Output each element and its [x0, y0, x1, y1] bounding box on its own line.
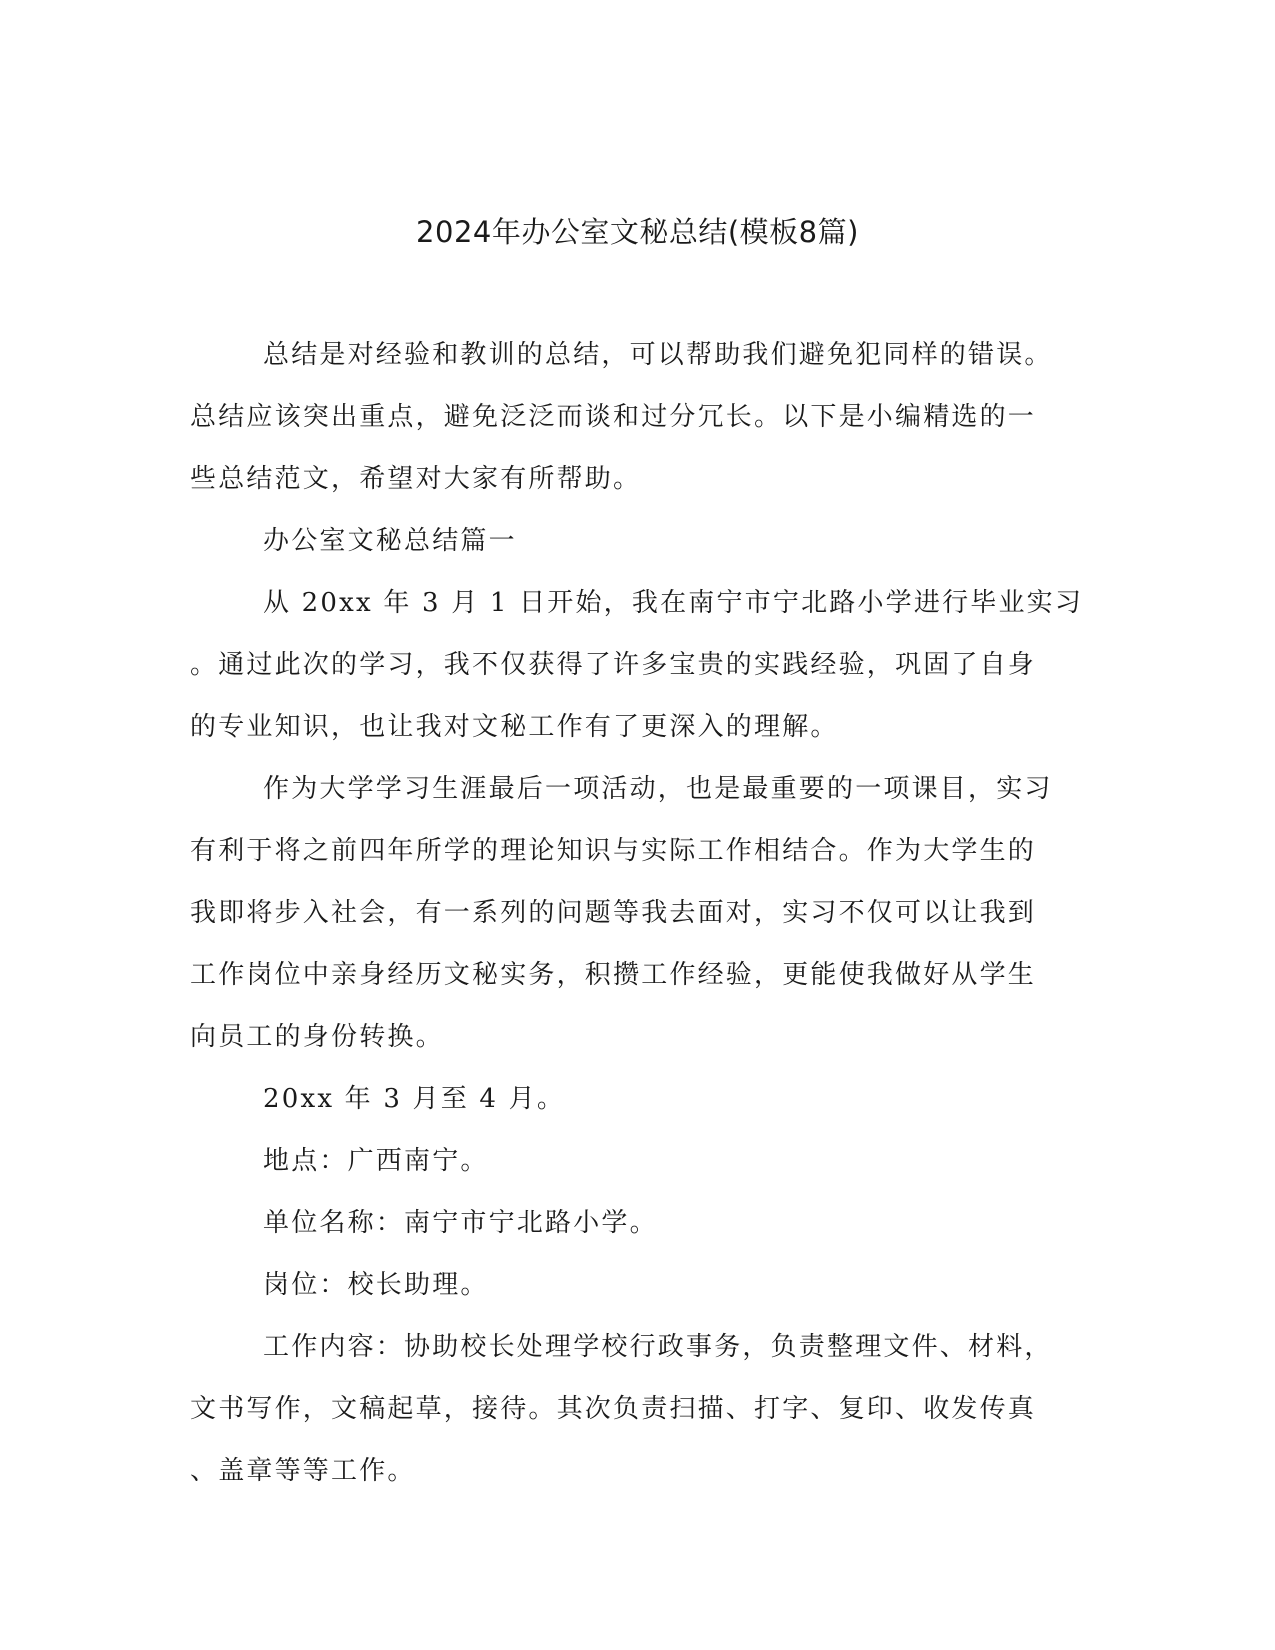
document-body [190, 324, 1084, 1502]
paragraph-line: 的专业知识，也让我对文秘工作有了更深入的理解。 [190, 712, 839, 742]
paragraph-line: 文书写作，文稿起草，接待。其次负责扫描、打字、复印、收发传真 [190, 1394, 1037, 1424]
paragraph-line: 我即将步入社会，有一系列的问题等我去面对，实习不仅可以让我到 [190, 898, 1037, 928]
info-line-location: 地点：广西南宁。 [263, 1146, 489, 1176]
info-line-date: 20xx 年 3 月至 4 月。 [263, 1084, 566, 1114]
paragraph-line: 总结应该突出重点，避免泛泛而谈和过分冗长。以下是小编精选的一 [190, 402, 1037, 432]
paragraph-line: 工作岗位中亲身经历文秘实务，积攒工作经验，更能使我做好从学生 [190, 960, 1037, 990]
section-heading: 办公室文秘总结篇一 [263, 526, 517, 556]
paragraph-line: 作为大学学习生涯最后一项活动，也是最重要的一项课目，实习 [263, 774, 1053, 804]
paragraph-line: 有利于将之前四年所学的理论知识与实际工作相结合。作为大学生的 [190, 836, 1037, 866]
paragraph-line: 工作内容：协助校长处理学校行政事务，负责整理文件、材料， [263, 1332, 1053, 1362]
document-title: 2024年办公室文秘总结(模板8篇) [416, 215, 859, 249]
info-line-unit: 单位名称：南宁市宁北路小学。 [263, 1208, 658, 1238]
paragraph-line: 、盖章等等工作。 [190, 1456, 416, 1486]
info-line-position: 岗位：校长助理。 [263, 1270, 489, 1300]
paragraph-line: 。通过此次的学习，我不仅获得了许多宝贵的实践经验，巩固了自身 [190, 650, 1037, 680]
paragraph-line: 些总结范文，希望对大家有所帮助。 [190, 464, 642, 494]
paragraph-line: 向员工的身份转换。 [190, 1022, 444, 1052]
paragraph-line: 总结是对经验和教训的总结，可以帮助我们避免犯同样的错误。 [263, 340, 1053, 370]
paragraph-line: 从 20xx 年 3 月 1 日开始，我在南宁市宁北路小学进行毕业实习 [263, 588, 1084, 618]
